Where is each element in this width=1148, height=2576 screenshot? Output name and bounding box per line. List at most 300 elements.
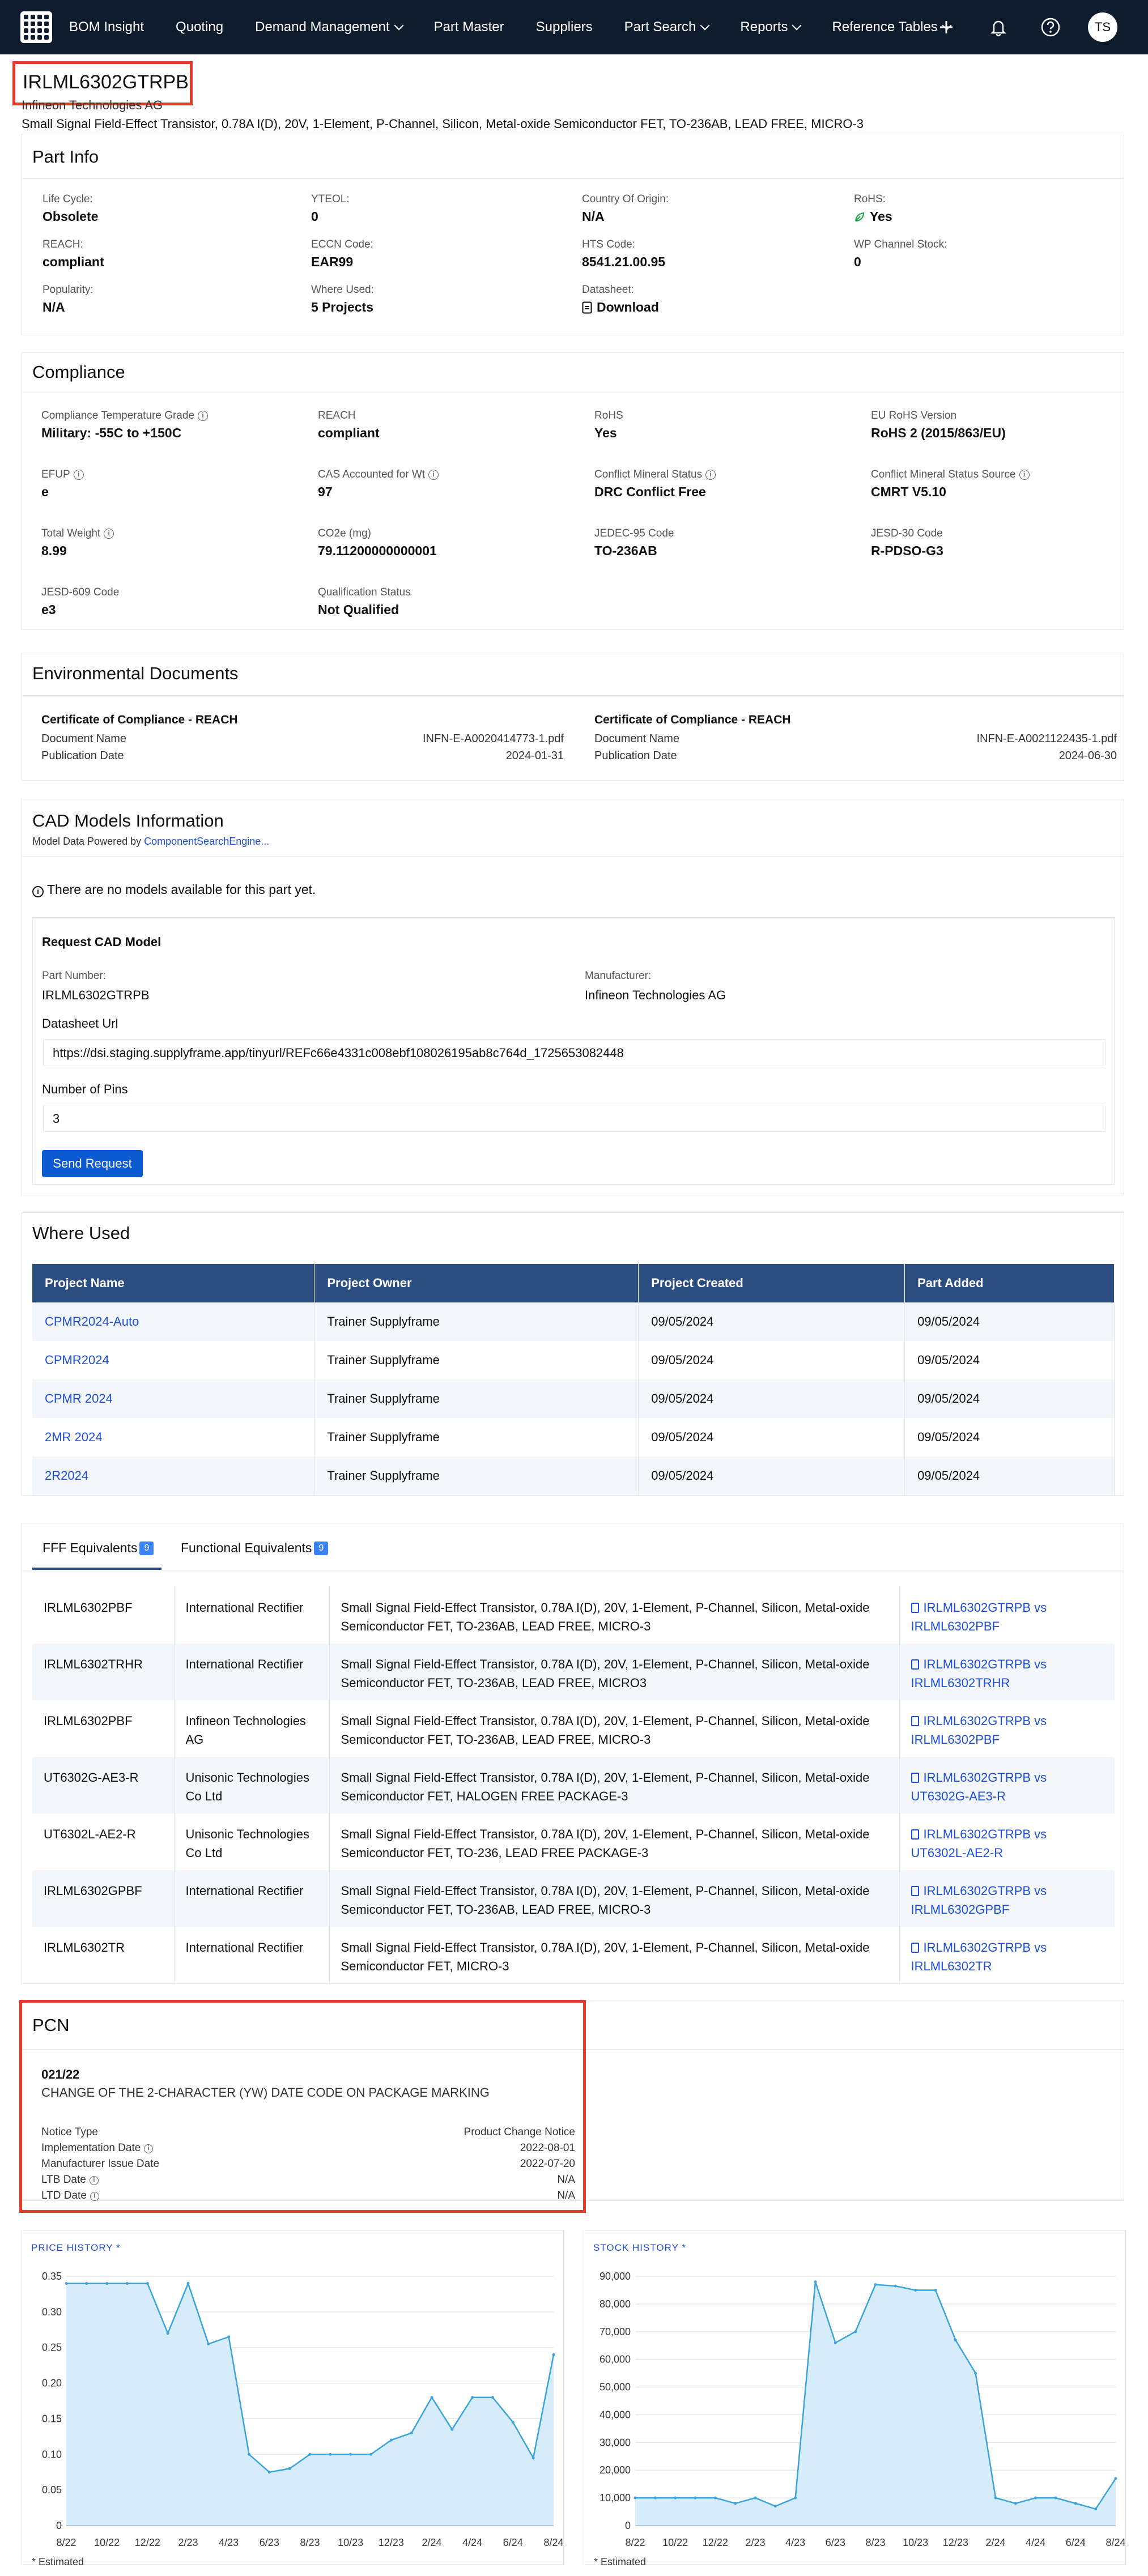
- x-tick-label: 12/23: [942, 2537, 968, 2548]
- info-icon[interactable]: i: [90, 2192, 99, 2201]
- field-label: RoHS:: [854, 193, 886, 205]
- compliance-label: EFUP i: [41, 469, 84, 481]
- env-doc-date-label: Publication Date: [41, 750, 124, 762]
- table-cell: 09/05/2024: [639, 1341, 905, 1379]
- chevron-down-icon: [792, 21, 802, 31]
- nav-part-search[interactable]: Part Search: [624, 19, 709, 35]
- cad-manufacturer-label: Manufacturer:: [585, 970, 652, 982]
- compare-icon: [911, 1943, 919, 1953]
- compare-link[interactable]: IRLML6302GTRPB vs IRLML6302TR: [911, 1940, 1047, 1973]
- env-docs-title: Environmental Documents: [32, 663, 239, 683]
- field-value-country-of-origin: N/A: [582, 209, 605, 224]
- series-area: [66, 2284, 554, 2526]
- env-doc-name[interactable]: INFN-E-A0020414773-1.pdf: [422, 733, 564, 745]
- equivalent-part-number: IRLML6302PBF: [32, 1700, 174, 1757]
- compliance-label: REACH: [318, 410, 356, 421]
- nav-demand-management[interactable]: Demand Management: [255, 19, 402, 35]
- x-tick-label: 4/24: [1026, 2537, 1046, 2548]
- nav-part-master[interactable]: Part Master: [433, 19, 504, 35]
- compare-link[interactable]: IRLML6302GTRPB vs IRLML6302PBF: [911, 1600, 1047, 1633]
- field-label: Country Of Origin:: [582, 193, 669, 205]
- table-cell: 09/05/2024: [639, 1418, 905, 1457]
- data-point: [167, 2332, 169, 2335]
- x-tick-label: 2/24: [422, 2537, 442, 2548]
- data-point: [126, 2282, 129, 2285]
- info-icon[interactable]: i: [1019, 470, 1030, 480]
- field-value-wp-channel-stock: 0: [854, 254, 861, 269]
- compare-link[interactable]: IRLML6302GTRPB vs IRLML6302PBF: [911, 1714, 1047, 1747]
- column-header-project-name[interactable]: Project Name: [32, 1264, 314, 1302]
- equivalent-description: Small Signal Field-Effect Transistor, 0.78A I(D), 20V, 1-Element, P-Channel, Silicon, Metal-oxide Semiconductor FET, HALOGEN FREE PACKAGE-3: [329, 1757, 899, 1813]
- y-tick-label: 90,000: [599, 2271, 631, 2282]
- data-point: [227, 2335, 230, 2338]
- data-point: [1115, 2477, 1117, 2480]
- nav-suppliers[interactable]: Suppliers: [535, 19, 593, 35]
- info-icon[interactable]: i: [74, 470, 84, 480]
- price-history-title: PRICE HISTORY *: [31, 2242, 121, 2253]
- y-tick-label: 0.25: [41, 2341, 62, 2353]
- data-point: [1074, 2502, 1077, 2505]
- field-label: YTEOL:: [311, 193, 350, 205]
- x-tick-label: 8/22: [625, 2537, 645, 2548]
- y-tick-label: 0.35: [41, 2271, 62, 2282]
- equivalent-description: Small Signal Field-Effect Transistor, 0.78A I(D), 20V, 1-Element, P-Channel, Silicon, Metal-oxide Semiconductor FET, TO-236AB, LEAD FREE, MICRO3: [329, 1643, 899, 1700]
- data-point: [1094, 2507, 1097, 2510]
- price-history-chart: [22, 2230, 564, 2565]
- part-description: Small Signal Field-Effect Transistor, 0.78A I(D), 20V, 1-Element, P-Channel, Silicon, Metal-oxide Semiconductor FET, TO-236AB, LEAD FREE, MICRO-3: [22, 117, 864, 131]
- equivalent-manufacturer: International Rectifier: [174, 1643, 329, 1700]
- y-tick-label: 50,000: [599, 2381, 631, 2393]
- env-doc-name-label: Document Name: [594, 733, 680, 745]
- table-cell: 09/05/2024: [905, 1379, 1115, 1418]
- table-cell: 09/05/2024: [639, 1302, 905, 1341]
- compliance-value-compliance-temperature-grade: Military: -55C to +150C: [41, 425, 182, 440]
- data-point: [65, 2282, 68, 2285]
- env-doc-title: Certificate of Compliance - REACH: [594, 713, 791, 726]
- x-tick-label: 8/22: [56, 2537, 76, 2548]
- part-info-title: Part Info: [32, 147, 99, 167]
- compliance-label: CAS Accounted for Wt i: [318, 469, 439, 481]
- data-point: [471, 2396, 474, 2399]
- compliance-label: Qualification Status: [318, 586, 411, 598]
- compliance-label: EU RoHS Version: [871, 410, 957, 421]
- equivalent-manufacturer: International Rectifier: [174, 1870, 329, 1927]
- data-point: [552, 2353, 555, 2356]
- field-label: Where Used:: [311, 284, 374, 296]
- cad-part-value: IRLML6302GTRPB: [42, 988, 150, 1002]
- data-point: [105, 2282, 108, 2285]
- pcn-row-ltb-date: LTB Date i N/A: [41, 2174, 575, 2186]
- request-cad-title: Request CAD Model: [42, 935, 161, 949]
- compliance-value-jedec-95-code: TO-236AB: [594, 543, 657, 558]
- field-value-rohs: Yes: [854, 209, 892, 224]
- data-point: [410, 2432, 413, 2434]
- compliance-card: [22, 352, 1124, 630]
- part-info-card: [22, 134, 1124, 335]
- info-icon: i: [32, 886, 44, 897]
- cad-part-label: Part Number:: [42, 970, 106, 982]
- fff-count-badge: 9: [139, 1542, 154, 1555]
- datasheet-url-label: Datasheet Url: [42, 1016, 118, 1031]
- env-doc-title: Certificate of Compliance - REACH: [41, 713, 238, 726]
- pcn-number: 021/22: [41, 2067, 80, 2081]
- compliance-label: Conflict Mineral Status Source i: [871, 469, 1030, 481]
- cad-manufacturer-value: Infineon Technologies AG: [585, 988, 726, 1002]
- compliance-value-jesd-609-code: e3: [41, 602, 56, 617]
- equivalent-part-number: IRLML6302GPBF: [32, 1870, 174, 1927]
- project-link[interactable]: 2R2024: [32, 1457, 314, 1495]
- data-point: [329, 2453, 331, 2456]
- cad-powered-by: Model Data Powered by ComponentSearchEngine...: [32, 836, 270, 847]
- no-models-message: i There are no models available for this part yet.: [32, 882, 316, 897]
- stock-history-plot: [584, 2231, 1126, 2565]
- compare-icon: [911, 1659, 919, 1670]
- env-doc-date: 2024-01-31: [505, 750, 564, 762]
- equivalent-manufacturer: Unisonic Technologies Co Ltd: [174, 1757, 329, 1813]
- x-tick-label: 8/24: [1106, 2537, 1126, 2548]
- nav-quoting[interactable]: Quoting: [176, 19, 224, 35]
- table-row: [32, 1418, 1115, 1457]
- compare-icon: [911, 1773, 919, 1783]
- x-tick-label: 6/24: [503, 2537, 523, 2548]
- table-row: [32, 1927, 1115, 1983]
- data-point: [1034, 2497, 1037, 2500]
- y-tick-label: 0.05: [41, 2484, 62, 2496]
- field-label: ECCN Code:: [311, 239, 373, 250]
- y-tick-label: 0: [624, 2520, 631, 2531]
- compare-link[interactable]: IRLML6302GTRPB vs UT6302L-AE2-R: [911, 1827, 1047, 1860]
- equivalent-description: Small Signal Field-Effect Transistor, 0.78A I(D), 20V, 1-Element, P-Channel, Silicon, Metal-oxide Semiconductor FET, TO-236, LEAD FREE PACKAGE-3: [329, 1813, 899, 1870]
- x-tick-label: 2/23: [745, 2537, 766, 2548]
- equivalent-manufacturer: Infineon Technologies AG: [174, 1700, 329, 1757]
- table-cell: 09/05/2024: [905, 1302, 1115, 1341]
- pcn-title: PCN: [32, 2015, 70, 2035]
- table-row: [32, 1587, 1115, 1643]
- x-tick-label: 8/23: [865, 2537, 886, 2548]
- data-point: [369, 2453, 372, 2456]
- equivalent-description: Small Signal Field-Effect Transistor, 0.78A I(D), 20V, 1-Element, P-Channel, Silicon, Metal-oxide Semiconductor FET, TO-236AB, LEAD FREE, MICRO-3: [329, 1870, 899, 1927]
- table-cell: 09/05/2024: [905, 1457, 1115, 1495]
- data-point: [1014, 2502, 1017, 2505]
- number-of-pins-input[interactable]: 3: [43, 1105, 1106, 1132]
- nav-bom-insight[interactable]: BOM Insight: [69, 19, 144, 35]
- compare-icon: [911, 1829, 919, 1840]
- y-tick-label: 0.15: [41, 2413, 62, 2425]
- table-row: [32, 1341, 1115, 1379]
- data-point: [814, 2280, 817, 2283]
- field-value-yteol: 0: [311, 209, 318, 224]
- field-label: WP Channel Stock:: [854, 239, 947, 250]
- compliance-value-co2e-mg: 79.11200000000001: [318, 543, 437, 558]
- compare-link[interactable]: IRLML6302GTRPB vs IRLML6302TRHR: [899, 1643, 1115, 1700]
- compliance-value-total-weight: 8.99: [41, 543, 67, 558]
- compare-icon: [911, 1716, 919, 1726]
- data-point: [491, 2396, 494, 2399]
- compare-icon: [911, 1886, 919, 1896]
- x-tick-label: 2/24: [985, 2537, 1006, 2548]
- field-value-eccn-code: EAR99: [311, 254, 354, 269]
- field-label: REACH:: [42, 239, 83, 250]
- env-doc-date: 2024-06-30: [1058, 750, 1117, 762]
- tab-fff-equivalents[interactable]: FFF Equivalents 9: [42, 1540, 154, 1556]
- y-tick-label: 70,000: [599, 2326, 631, 2337]
- project-link[interactable]: CPMR2024-Auto: [32, 1302, 314, 1341]
- x-tick-label: 12/22: [702, 2537, 728, 2548]
- y-tick-label: 10,000: [599, 2492, 631, 2504]
- compliance-value-jesd-30-code: R-PDSO-G3: [871, 543, 943, 558]
- field-label: Life Cycle:: [42, 193, 93, 205]
- x-tick-label: 10/23: [903, 2537, 929, 2548]
- data-point: [431, 2396, 433, 2399]
- table-cell: Trainer Supplyframe: [314, 1341, 639, 1379]
- nav-reports[interactable]: Reports: [740, 19, 800, 35]
- x-tick-label: 10/22: [662, 2537, 688, 2548]
- data-point: [390, 2439, 393, 2442]
- table-row: [32, 1870, 1115, 1927]
- project-link[interactable]: CPMR2024: [32, 1341, 314, 1379]
- request-cad-panel: [32, 917, 1115, 1185]
- datasheet-url-input[interactable]: https://dsi.staging.supplyframe.app/tinyurl/REFc66e4331c008ebf108026195ab8c764d_1725653082448: [43, 1039, 1106, 1066]
- x-tick-label: 6/24: [1065, 2537, 1086, 2548]
- data-point: [974, 2372, 977, 2375]
- x-tick-label: 6/23: [259, 2537, 279, 2548]
- data-point: [874, 2283, 877, 2286]
- equivalents-card: [22, 1523, 1124, 1984]
- field-value-popularity: N/A: [42, 300, 65, 314]
- x-tick-label: 12/23: [378, 2537, 404, 2548]
- table-cell: Trainer Supplyframe: [314, 1302, 639, 1341]
- pcn-row-notice-type: Notice Type Product Change Notice: [41, 2126, 575, 2138]
- x-tick-label: 10/22: [94, 2537, 120, 2548]
- top-nav: [0, 0, 1148, 54]
- equivalent-manufacturer: Unisonic Technologies Co Ltd: [174, 1813, 329, 1870]
- equivalent-part-number: UT6302L-AE2-R: [32, 1813, 174, 1870]
- x-tick-label: 8/24: [543, 2537, 564, 2548]
- column-header-project-owner[interactable]: Project Owner: [314, 1264, 639, 1302]
- component-search-engine-link[interactable]: ComponentSearchEngine...: [144, 836, 270, 847]
- x-tick-label: 4/23: [219, 2537, 239, 2548]
- table-header-row: [32, 1264, 1115, 1302]
- table-row: [32, 1813, 1115, 1870]
- table-cell: 09/05/2024: [905, 1341, 1115, 1379]
- table-row: [32, 1643, 1115, 1700]
- column-header-part-added[interactable]: Part Added: [905, 1264, 1115, 1302]
- compliance-value-efup: e: [41, 484, 49, 499]
- equivalent-part-number: IRLML6302PBF: [32, 1587, 174, 1643]
- data-point: [146, 2282, 149, 2285]
- x-tick-label: 6/23: [825, 2537, 845, 2548]
- tab-functional-equivalents[interactable]: Functional Equivalents 9: [181, 1540, 328, 1556]
- data-point: [309, 2453, 312, 2456]
- equivalents-table: [32, 1587, 1115, 1983]
- x-tick-label: 12/22: [134, 2537, 160, 2548]
- field-value-reach: compliant: [42, 254, 104, 269]
- compliance-label: CO2e (mg): [318, 527, 371, 539]
- y-tick-label: 0.20: [41, 2377, 62, 2389]
- table-cell: 09/05/2024: [639, 1379, 905, 1418]
- part-number-title: IRLML6302GTRPB: [23, 71, 189, 93]
- compliance-label: Conflict Mineral Status i: [594, 469, 716, 481]
- y-tick-label: 0.30: [41, 2306, 62, 2318]
- info-icon[interactable]: i: [144, 2144, 153, 2153]
- compliance-label: RoHS: [594, 410, 623, 421]
- compliance-value-reach: compliant: [318, 425, 380, 440]
- compliance-label: JEDEC-95 Code: [594, 527, 674, 539]
- x-tick-label: 8/23: [300, 2537, 320, 2548]
- data-point: [450, 2428, 453, 2431]
- data-point: [854, 2330, 857, 2333]
- nav-reference-tables[interactable]: Reference Tables: [832, 19, 950, 35]
- cad-models-card: [22, 799, 1124, 1195]
- env-doc-name-label: Document Name: [41, 733, 127, 745]
- compliance-value-qualification-status: Not Qualified: [318, 602, 399, 617]
- compare-icon: [911, 1603, 919, 1613]
- data-point: [248, 2453, 250, 2456]
- info-icon[interactable]: i: [90, 2176, 99, 2185]
- x-tick-label: 10/23: [338, 2537, 364, 2548]
- compliance-label: JESD-30 Code: [871, 527, 943, 539]
- data-point: [532, 2456, 535, 2459]
- field-label: HTS Code:: [582, 239, 635, 250]
- functional-count-badge: 9: [314, 1542, 328, 1555]
- compliance-value-eu-rohs-version: RoHS 2 (2015/863/EU): [871, 425, 1006, 440]
- equivalent-manufacturer: International Rectifier: [174, 1587, 329, 1643]
- x-tick-label: 4/24: [462, 2537, 483, 2548]
- equivalent-part-number: IRLML6302TR: [32, 1927, 174, 1983]
- info-icon[interactable]: i: [198, 411, 208, 421]
- leaf-icon: [854, 211, 865, 223]
- compliance-label: JESD-609 Code: [41, 586, 120, 598]
- y-tick-label: 80,000: [599, 2298, 631, 2310]
- app-logo-icon[interactable]: [20, 11, 52, 43]
- data-point: [734, 2502, 737, 2505]
- compliance-label: Compliance Temperature Grade i: [41, 410, 208, 422]
- table-cell: Trainer Supplyframe: [314, 1379, 639, 1418]
- price-estimated-note: * Estimated: [32, 2556, 84, 2568]
- compliance-label: Total Weight i: [41, 527, 114, 540]
- stock-history-title: STOCK HISTORY *: [593, 2242, 686, 2253]
- y-tick-label: 20,000: [599, 2464, 631, 2476]
- data-point: [1055, 2497, 1057, 2500]
- data-point: [674, 2497, 677, 2500]
- data-point: [268, 2471, 271, 2473]
- data-point: [994, 2497, 997, 2500]
- series-area: [635, 2282, 1116, 2526]
- chevron-down-icon: [700, 21, 710, 31]
- pcn-row-implementation-date: Implementation Date i 2022-08-01: [41, 2142, 575, 2154]
- table-cell: 09/05/2024: [639, 1457, 905, 1495]
- compare-link[interactable]: IRLML6302GTRPB vs UT6302G-AE3-R: [899, 1757, 1115, 1813]
- data-point: [754, 2497, 757, 2500]
- y-tick-label: 0.10: [41, 2449, 62, 2460]
- pcn-highlight: [19, 2000, 586, 2213]
- compliance-value-conflict-mineral-status: DRC Conflict Free: [594, 484, 706, 499]
- data-point: [934, 2289, 937, 2292]
- data-point: [834, 2341, 837, 2344]
- part-manufacturer: Infineon Technologies AG: [22, 98, 163, 112]
- x-tick-label: 2/23: [178, 2537, 198, 2548]
- info-icon[interactable]: i: [428, 470, 439, 480]
- env-doc-date-label: Publication Date: [594, 750, 677, 762]
- x-tick-label: 4/23: [785, 2537, 806, 2548]
- field-value-hts-code: 8541.21.00.95: [582, 254, 666, 269]
- equivalent-description: Small Signal Field-Effect Transistor, 0.78A I(D), 20V, 1-Element, P-Channel, Silicon, Metal-oxide Semiconductor FET, TO-236AB, LEAD FREE, MICRO-3: [329, 1587, 899, 1643]
- where-used-card: [22, 1212, 1124, 1496]
- field-value-where-used: 5 Projects: [311, 300, 373, 314]
- pcn-row-manufacturer-issue-date: Manufacturer Issue Date 2022-07-20: [41, 2158, 575, 2170]
- compare-link[interactable]: IRLML6302GTRPB vs IRLML6302GPBF: [899, 1870, 1115, 1927]
- table-row: [32, 1757, 1115, 1813]
- help-icon[interactable]: [1036, 12, 1065, 42]
- field-label: Datasheet:: [582, 284, 634, 296]
- data-point: [654, 2497, 657, 2500]
- bell-icon[interactable]: [984, 12, 1013, 42]
- data-point: [85, 2282, 88, 2285]
- compliance-value-conflict-mineral-status-source: CMRT V5.10: [871, 484, 946, 499]
- data-point: [954, 2339, 957, 2341]
- data-point: [349, 2453, 352, 2456]
- info-icon[interactable]: i: [104, 529, 114, 539]
- table-cell: 09/05/2024: [905, 1418, 1115, 1457]
- data-point: [794, 2497, 797, 2500]
- data-point: [288, 2467, 291, 2470]
- data-point: [894, 2285, 897, 2288]
- send-request-button[interactable]: Send Request: [42, 1150, 143, 1177]
- pcn-subject: CHANGE OF THE 2-CHARACTER (YW) DATE CODE ON PACKAGE MARKING: [41, 2085, 490, 2100]
- user-avatar[interactable]: TS: [1088, 12, 1117, 42]
- pcn-row-ltd-date: LTD Date i N/A: [41, 2190, 575, 2202]
- project-link[interactable]: 2MR 2024: [32, 1418, 314, 1457]
- y-tick-label: 30,000: [599, 2437, 631, 2449]
- column-header-project-created[interactable]: Project Created: [639, 1264, 905, 1302]
- compliance-value-rohs: Yes: [594, 425, 617, 440]
- y-tick-label: 40,000: [599, 2409, 631, 2421]
- data-point: [187, 2282, 190, 2285]
- stock-history-chart: [584, 2230, 1126, 2565]
- chevron-down-icon: [394, 21, 403, 31]
- project-link[interactable]: CPMR 2024: [32, 1379, 314, 1418]
- field-value-datasheet[interactable]: Download: [582, 300, 659, 315]
- compliance-title: Compliance: [32, 362, 125, 382]
- where-used-title: Where Used: [32, 1223, 130, 1243]
- document-icon: [582, 301, 592, 314]
- cad-title: CAD Models Information: [32, 811, 224, 831]
- table-cell: Trainer Supplyframe: [314, 1418, 639, 1457]
- where-used-table: [32, 1264, 1115, 1495]
- table-cell: Trainer Supplyframe: [314, 1457, 639, 1495]
- compliance-value-cas-accounted-for-wt: 97: [318, 484, 333, 499]
- table-row: [32, 1379, 1115, 1418]
- data-point: [512, 2421, 515, 2424]
- field-value-life-cycle: Obsolete: [42, 209, 99, 224]
- number-of-pins-label: Number of Pins: [42, 1082, 128, 1096]
- price-history-plot: [22, 2231, 564, 2565]
- data-point: [714, 2497, 717, 2500]
- equivalent-description: Small Signal Field-Effect Transistor, 0.78A I(D), 20V, 1-Element, P-Channel, Silicon, Metal-oxide Semiconductor FET, MICRO-3: [329, 1927, 899, 1983]
- data-point: [207, 2343, 210, 2345]
- plus-icon[interactable]: [932, 12, 961, 42]
- equivalent-description: Small Signal Field-Effect Transistor, 0.78A I(D), 20V, 1-Element, P-Channel, Silicon, Metal-oxide Semiconductor FET, TO-236AB, LEAD FREE, MICRO-3: [329, 1700, 899, 1757]
- y-tick-label: 0: [56, 2520, 62, 2531]
- table-row: [32, 1302, 1115, 1341]
- info-icon[interactable]: i: [705, 470, 716, 480]
- equivalent-part-number: UT6302G-AE3-R: [32, 1757, 174, 1813]
- environmental-documents-card: [22, 653, 1124, 781]
- data-point: [634, 2497, 637, 2500]
- equivalent-part-number: IRLML6302TRHR: [32, 1643, 174, 1700]
- env-doc-name[interactable]: INFN-E-A0021122435-1.pdf: [976, 733, 1117, 745]
- equivalent-manufacturer: International Rectifier: [174, 1927, 329, 1983]
